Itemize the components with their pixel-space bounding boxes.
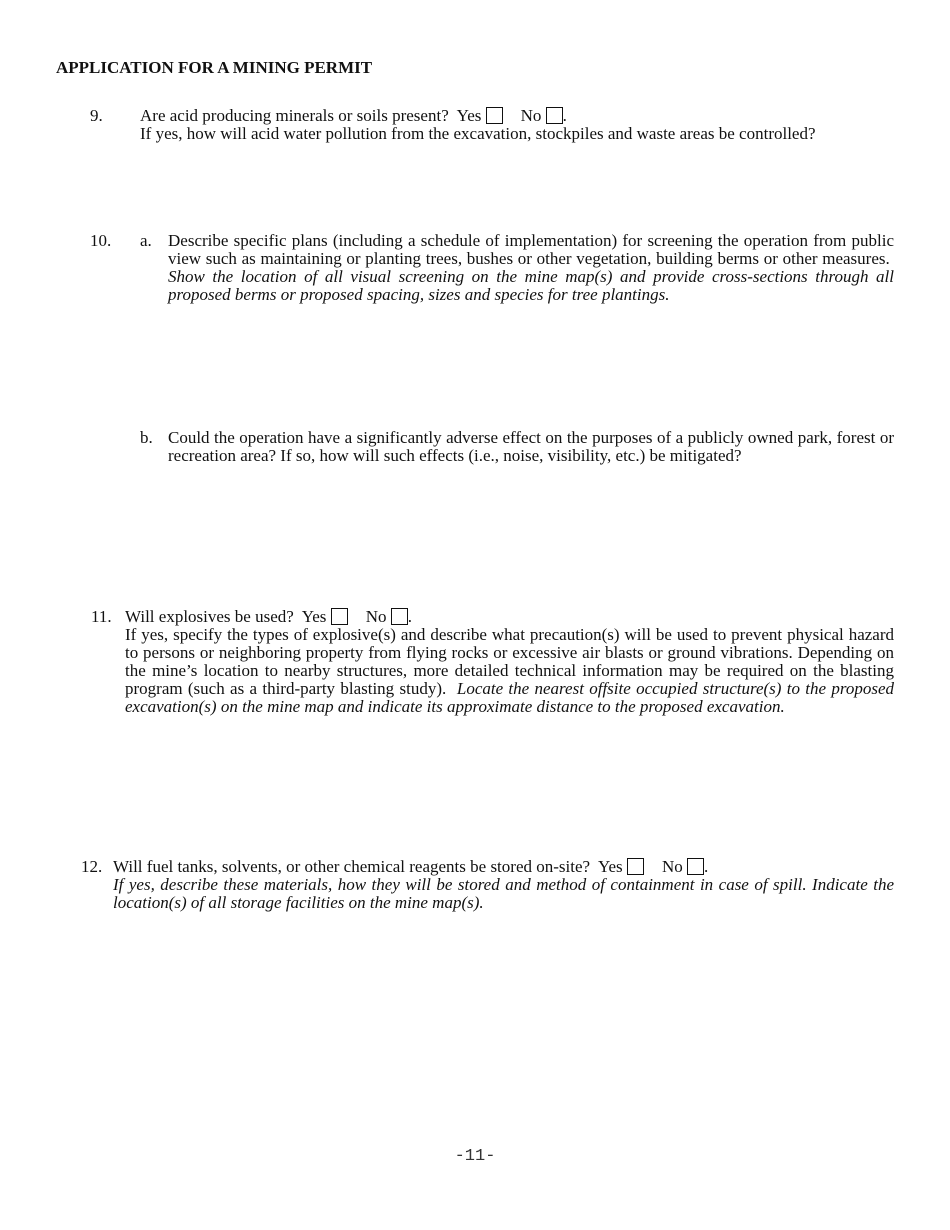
q10b-text: Could the operation have a significantly adverse effect on the purposes of a publicly owned park, forest or recreation area? If so, how will such effects (i.e., noise, visibility, etc.) be mitigated? (168, 428, 894, 465)
q10-number: 10. (90, 231, 112, 250)
q9-number: 9. (90, 106, 103, 125)
q9-no-label: No (520, 106, 542, 125)
q11-followup-block (125, 626, 894, 716)
q12-yes-checkbox[interactable] (627, 858, 644, 875)
q11-no-label: No (365, 607, 387, 626)
q11-end-punct: . (407, 607, 412, 626)
q12-no-checkbox[interactable] (687, 858, 704, 875)
q9-question: Are acid producing minerals or soils present? (140, 106, 449, 125)
q10a-text: Describe specific plans (including a schedule of implementation) for screening the operation from public view such as maintaining or planting trees, bushes or other vegetation, building berms or other measures. (168, 231, 894, 268)
q10b-letter: b. (140, 428, 153, 447)
q11-yes-checkbox[interactable] (331, 608, 348, 625)
q9-yes-checkbox[interactable] (486, 107, 503, 124)
q11-followup: If yes, specify the types of explosive(s) and describe what precaution(s) will be used to prevent physical hazard to persons or neighboring property from flying rocks or excessive air blasts or ground vibrations. Depending on the mine’s location to nearby structures, more detailed technical information may be required on the blasting program (such as a third-party blasting study). (125, 625, 894, 698)
q9-yes-label: Yes (456, 106, 482, 125)
q9-followup: If yes, how will acid water pollution from the excavation, stockpiles and waste areas be controlled? (140, 124, 816, 143)
q11-question: Will explosives be used? (125, 607, 294, 626)
q9-end-punct: . (562, 106, 567, 125)
q11-number: 11. (91, 607, 112, 626)
page-number: -11- (454, 1147, 496, 1166)
q12-question: Will fuel tanks, solvents, or other chemical reagents be stored on-site? (113, 857, 591, 876)
q12-number: 12. (81, 857, 103, 876)
q11-italic-followup: Locate the nearest offsite occupied structure(s) to the proposed excavation(s) on the mine map and indicate its approximate distance to the proposed excavation. (125, 679, 894, 716)
q9-no-checkbox[interactable] (546, 107, 563, 124)
q12-no-label: No (661, 857, 683, 876)
q10a-italic-text: Show the location of all visual screening on the mine map(s) and provide cross-sections through all proposed berms or proposed spacing, sizes and species for tree plantings. (168, 267, 894, 304)
q12-question-line (113, 858, 708, 876)
q11-no-checkbox[interactable] (391, 608, 408, 625)
q10a-text-block (168, 232, 894, 304)
page-title: APPLICATION FOR A MINING PERMIT (56, 58, 373, 77)
q9-question-line (140, 107, 567, 125)
q11-yes-label: Yes (301, 607, 327, 626)
q10a-letter: a. (140, 231, 152, 250)
q11-question-line (125, 608, 412, 626)
q12-yes-label: Yes (597, 857, 623, 876)
q12-italic-followup: If yes, describe these materials, how they will be stored and method of containment in case of spill. Indicate the location(s) of all storage facilities on the mine map(s). (113, 875, 894, 912)
q12-end-punct: . (703, 857, 709, 876)
